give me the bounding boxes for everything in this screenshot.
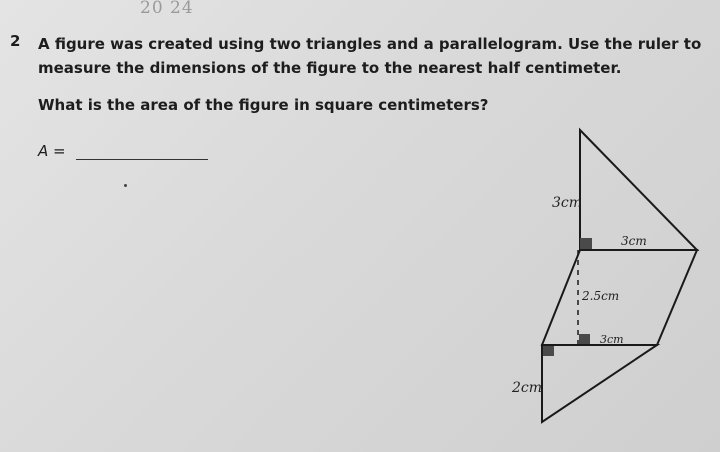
pencil-scribble: 20 24 — [140, 0, 194, 18]
top-triangle — [580, 130, 697, 250]
bottom-triangle — [542, 345, 657, 422]
label-middle-base: 3cm — [600, 333, 624, 346]
label-top-base: 3cm — [621, 234, 647, 248]
right-angle-marker-top — [580, 238, 592, 249]
answer-label: A = — [38, 142, 66, 160]
question-number: 2 — [10, 32, 21, 50]
label-top-height: 3cm — [552, 195, 583, 211]
question-prompt: What is the area of the figure in square centimeters? — [38, 96, 489, 114]
label-bottom-height: 2cm — [512, 380, 543, 396]
right-angle-marker-bottom — [543, 346, 554, 356]
right-angle-marker-middle — [579, 334, 590, 344]
question-text: A figure was created using two triangles and a parallelogram. Use the ruler to measure the dimensions of the figure to the nearest half centimeter. — [38, 35, 702, 77]
parallelogram — [542, 250, 697, 345]
label-middle-height: 2.5cm — [582, 289, 620, 303]
